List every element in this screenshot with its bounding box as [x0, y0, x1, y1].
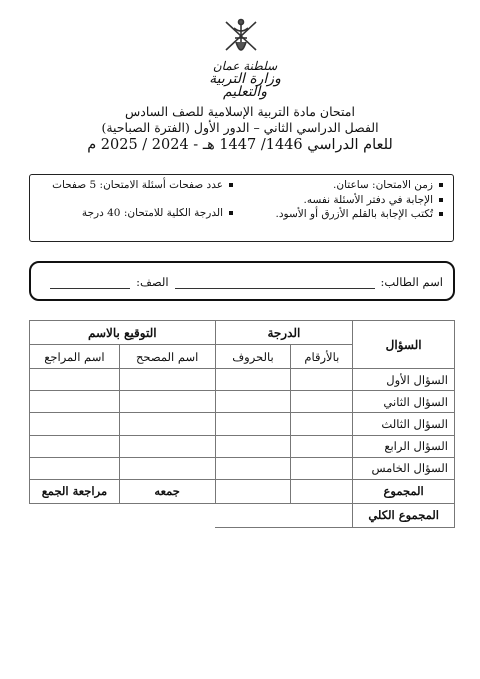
rule-time: زمن الامتحان: ساعتان. [276, 179, 443, 193]
digits-cell[interactable] [291, 457, 353, 479]
total-letters-cell[interactable] [215, 479, 291, 503]
reviewer-cell[interactable] [30, 369, 120, 391]
grand-total-cell[interactable] [215, 503, 353, 527]
letters-cell[interactable] [215, 413, 291, 435]
reviewer-cell[interactable] [30, 413, 120, 435]
grades-table [29, 320, 455, 528]
question-label: السؤال الأول [353, 369, 455, 391]
exam-semester: الفصل الدراسي الثاني – الدور الأول (الفترة الصباحية) [101, 120, 379, 135]
table-row [30, 435, 455, 457]
fact-page-count: عدد صفحات أسئلة الامتحان: 5 صفحات [52, 179, 233, 193]
question-label: السؤال الثاني [353, 391, 455, 413]
digits-cell[interactable] [291, 413, 353, 435]
exam-title: امتحان مادة التربية الإسلامية للصف السادس [125, 104, 355, 119]
exam-year: للعام الدراسي 1446/ 1447 هـ - 2024 / 2025 م [87, 137, 393, 153]
ministry-logo-text [190, 60, 300, 99]
digits-header: بالأرقام [291, 345, 353, 369]
digits-cell[interactable] [291, 391, 353, 413]
student-name-label: اسم الطالب: [380, 275, 443, 289]
total-label: المجموع [353, 479, 455, 503]
letters-cell[interactable] [215, 369, 291, 391]
exam-rules [276, 179, 443, 223]
total-row [30, 479, 455, 503]
corrector-cell[interactable] [119, 369, 215, 391]
letters-cell[interactable] [215, 435, 291, 457]
grade-header: الدرجة [215, 321, 353, 345]
ministry-line2: وزارة التربية والتعليم [209, 71, 281, 100]
question-label: السؤال الثالث [353, 413, 455, 435]
corrector-cell[interactable] [119, 435, 215, 457]
total-digits-cell[interactable] [291, 479, 353, 503]
corrector-header: اسم المصحح [119, 345, 215, 369]
signature-header: التوقيع بالاسم [30, 321, 216, 345]
letters-header: بالحروف [215, 345, 291, 369]
digits-cell[interactable] [291, 435, 353, 457]
student-grade-label: الصف: [136, 275, 169, 289]
corrector-cell[interactable] [119, 391, 215, 413]
exam-info-box [29, 174, 454, 242]
corrector-cell[interactable] [119, 457, 215, 479]
grand-total-label: المجموع الكلي [353, 503, 455, 527]
student-info-box [29, 261, 455, 301]
reviewer-cell[interactable] [30, 435, 120, 457]
rule-pen-color: تُكتب الإجابة بالقلم الأزرق أو الأسود. [276, 208, 443, 222]
grand-total-row [30, 503, 455, 527]
corrector-cell[interactable] [119, 413, 215, 435]
table-row [30, 391, 455, 413]
reviewer-header: اسم المراجع [30, 345, 120, 369]
table-row [30, 457, 455, 479]
reviewer-cell[interactable] [30, 391, 120, 413]
question-label: السؤال الرابع [353, 435, 455, 457]
oman-emblem-icon [218, 14, 264, 62]
student-name-field[interactable] [175, 276, 375, 289]
rule-answer-booklet: الإجابة في دفتر الأسئلة نفسه. [276, 194, 443, 208]
sum-review-label: مراجعة الجمع [30, 479, 120, 503]
letters-cell[interactable] [215, 391, 291, 413]
digits-cell[interactable] [291, 369, 353, 391]
exam-facts [52, 179, 233, 234]
table-row [30, 413, 455, 435]
sum-label: جمعه [119, 479, 215, 503]
question-label: السؤال الخامس [353, 457, 455, 479]
reviewer-cell[interactable] [30, 457, 120, 479]
fact-total-marks: الدرجة الكلية للامتحان: 40 درجة [52, 207, 233, 221]
letters-cell[interactable] [215, 457, 291, 479]
table-row [30, 369, 455, 391]
student-grade-field[interactable] [50, 276, 130, 289]
question-header: السؤال [353, 321, 455, 369]
ministry-line1: سلطنة عمان [212, 59, 278, 73]
